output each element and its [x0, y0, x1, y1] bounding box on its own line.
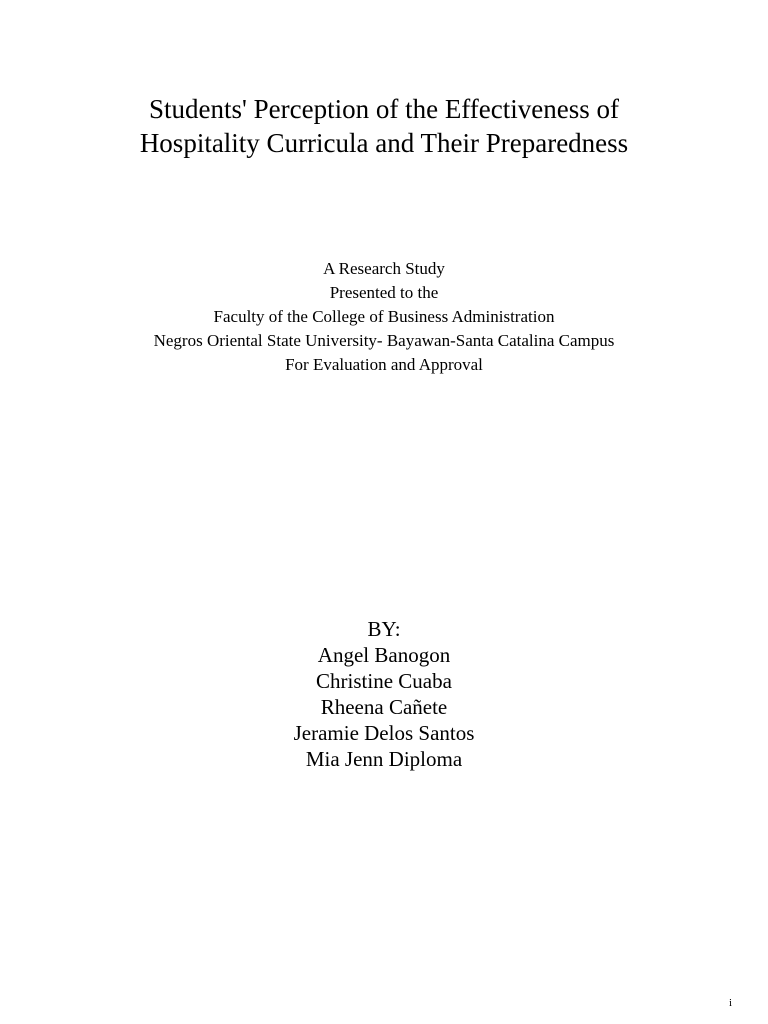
author-name: Christine Cuaba [316, 669, 452, 693]
submission-line: A Research Study [323, 259, 445, 278]
author-name: Angel Banogon [317, 643, 451, 667]
submission-line: Presented to the [329, 283, 439, 302]
author-name: Mia Jenn Diploma [305, 747, 463, 771]
authors-section [0, 616, 768, 772]
document-title [0, 92, 768, 160]
title-line: Hospitality Curricula and Their Preparedness [139, 128, 629, 158]
submission-line: Faculty of the College of Business Administration [213, 307, 555, 326]
author-name: Jeramie Delos Santos [293, 721, 475, 745]
submission-line: Negros Oriental State University- Bayawan-Santa Catalina Campus [153, 331, 615, 350]
title-line: Students' Perception of the Effectiveness of [149, 94, 619, 124]
submission-statement [0, 257, 768, 377]
by-label: BY: [367, 617, 401, 641]
page-number: i [728, 997, 732, 1009]
submission-line: For Evaluation and Approval [285, 355, 483, 374]
author-name: Rheena Cañete [320, 695, 448, 719]
